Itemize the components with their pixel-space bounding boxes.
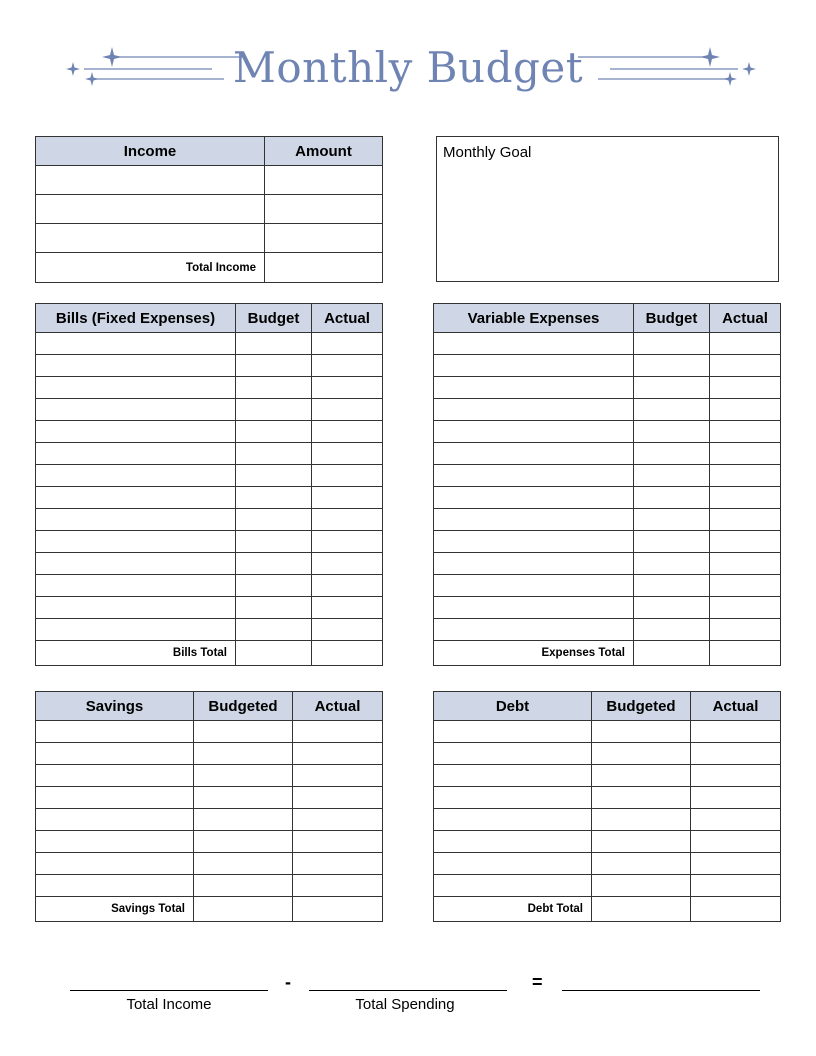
variable-entry-cell[interactable] [634, 465, 710, 487]
variable-entry-cell[interactable] [710, 377, 781, 399]
bills-entry-cell[interactable] [236, 487, 312, 509]
variable-entry-cell[interactable] [434, 487, 634, 509]
right-sparkle-ornament [568, 38, 758, 98]
table-row [434, 399, 781, 421]
bills-entry-cell[interactable] [36, 333, 236, 355]
savings-header-cell: Actual [293, 692, 383, 721]
bills-entry-cell[interactable] [36, 531, 236, 553]
table-row [36, 721, 383, 743]
variable-entry-cell[interactable] [710, 575, 781, 597]
bills-total-cell[interactable] [236, 641, 312, 666]
savings-total-row [36, 897, 383, 922]
variable-total-cell[interactable] [710, 641, 781, 666]
bills-entry-cell[interactable] [236, 355, 312, 377]
bills-entry-cell[interactable] [312, 399, 383, 421]
table-row [36, 831, 383, 853]
income-total-cell[interactable] [265, 253, 383, 283]
bills-entry-cell[interactable] [36, 355, 236, 377]
bills-entry-cell[interactable] [36, 619, 236, 641]
table-row [36, 465, 383, 487]
savings-entry-cell[interactable] [194, 875, 293, 897]
variable-entry-cell[interactable] [434, 553, 634, 575]
income-entry-cell[interactable] [36, 224, 265, 253]
savings-entry-cell[interactable] [293, 787, 383, 809]
variable-total-label: Expenses Total [434, 641, 634, 666]
debt-entry-cell[interactable] [434, 875, 592, 897]
bills-total-cell[interactable] [312, 641, 383, 666]
total-spending-line[interactable] [309, 990, 507, 991]
bills-entry-cell[interactable] [236, 597, 312, 619]
variable-entry-cell[interactable] [634, 509, 710, 531]
variable-entry-cell[interactable] [710, 355, 781, 377]
bills-entry-cell[interactable] [36, 509, 236, 531]
bills-entry-cell[interactable] [236, 399, 312, 421]
debt-entry-cell[interactable] [592, 831, 691, 853]
variable-entry-cell[interactable] [710, 597, 781, 619]
variable-entry-cell[interactable] [434, 333, 634, 355]
debt-entry-cell[interactable] [592, 809, 691, 831]
debt-entry-cell[interactable] [691, 765, 781, 787]
bills-entry-cell[interactable] [312, 377, 383, 399]
variable-entry-cell[interactable] [434, 355, 634, 377]
debt-entry-cell[interactable] [592, 787, 691, 809]
debt-entry-cell[interactable] [691, 743, 781, 765]
debt-entry-cell[interactable] [691, 787, 781, 809]
bills-entry-cell[interactable] [36, 575, 236, 597]
income-header-row [36, 137, 383, 166]
savings-entry-cell[interactable] [293, 853, 383, 875]
savings-entry-cell[interactable] [36, 787, 194, 809]
bills-entry-cell[interactable] [312, 553, 383, 575]
bills-total-row [36, 641, 383, 666]
table-row [36, 166, 383, 195]
table-row [434, 531, 781, 553]
variable-expenses-table [433, 303, 781, 666]
bills-entry-cell[interactable] [36, 553, 236, 575]
variable-entry-cell[interactable] [710, 553, 781, 575]
debt-entry-cell[interactable] [592, 875, 691, 897]
bills-entry-cell[interactable] [312, 465, 383, 487]
minus-sign: - [285, 972, 291, 992]
debt-entry-cell[interactable] [434, 765, 592, 787]
table-row [434, 421, 781, 443]
debt-entry-cell[interactable] [434, 853, 592, 875]
income-entry-cell[interactable] [265, 166, 383, 195]
debt-entry-cell[interactable] [592, 721, 691, 743]
table-row [434, 743, 781, 765]
income-entry-cell[interactable] [36, 195, 265, 224]
bills-total-label: Bills Total [36, 641, 236, 666]
variable-entry-cell[interactable] [434, 421, 634, 443]
savings-entry-cell[interactable] [293, 875, 383, 897]
variable-entry-cell[interactable] [634, 575, 710, 597]
savings-entry-cell[interactable] [293, 809, 383, 831]
savings-entry-cell[interactable] [194, 853, 293, 875]
savings-entry-cell[interactable] [36, 809, 194, 831]
bills-entry-cell[interactable] [36, 399, 236, 421]
bills-entry-cell[interactable] [36, 597, 236, 619]
variable-entry-cell[interactable] [710, 531, 781, 553]
debt-entry-cell[interactable] [691, 875, 781, 897]
table-row [36, 743, 383, 765]
savings-total-cell[interactable] [293, 897, 383, 922]
variable-entry-cell[interactable] [710, 465, 781, 487]
debt-entry-cell[interactable] [434, 787, 592, 809]
variable-entry-cell[interactable] [434, 377, 634, 399]
table-row [434, 377, 781, 399]
table-row [434, 875, 781, 897]
bills-header-cell: Budget [236, 304, 312, 333]
savings-entry-cell[interactable] [36, 743, 194, 765]
table-row [434, 853, 781, 875]
bills-entry-cell[interactable] [36, 421, 236, 443]
savings-total-cell[interactable] [194, 897, 293, 922]
bills-entry-cell[interactable] [236, 443, 312, 465]
table-row [36, 509, 383, 531]
savings-table [35, 691, 383, 922]
variable-entry-cell[interactable] [634, 443, 710, 465]
variable-entry-cell[interactable] [434, 399, 634, 421]
bills-entry-cell[interactable] [236, 575, 312, 597]
bills-entry-cell[interactable] [236, 509, 312, 531]
debt-header-cell: Actual [691, 692, 781, 721]
page-header [0, 38, 816, 98]
page-title: Monthly Budget [232, 43, 584, 92]
savings-entry-cell[interactable] [36, 875, 194, 897]
bills-entry-cell[interactable] [312, 355, 383, 377]
bills-header-row [36, 304, 383, 333]
bills-entry-cell[interactable] [312, 421, 383, 443]
debt-entry-cell[interactable] [434, 743, 592, 765]
bills-entry-cell[interactable] [236, 553, 312, 575]
table-row [434, 575, 781, 597]
debt-entry-cell[interactable] [592, 853, 691, 875]
income-table [35, 136, 383, 283]
variable-entry-cell[interactable] [710, 333, 781, 355]
bills-entry-cell[interactable] [236, 465, 312, 487]
debt-entry-cell[interactable] [691, 721, 781, 743]
variable-entry-cell[interactable] [634, 421, 710, 443]
variable-entry-cell[interactable] [434, 619, 634, 641]
bills-entry-cell[interactable] [236, 377, 312, 399]
variable-entry-cell[interactable] [634, 377, 710, 399]
variable-entry-cell[interactable] [634, 487, 710, 509]
variable-entry-cell[interactable] [434, 509, 634, 531]
income-header-cell: Amount [265, 137, 383, 166]
savings-header-cell: Budgeted [194, 692, 293, 721]
variable-header-row [434, 304, 781, 333]
variable-entry-cell[interactable] [710, 487, 781, 509]
table-row [36, 355, 383, 377]
table-row [36, 421, 383, 443]
table-row [36, 809, 383, 831]
debt-header-cell: Budgeted [592, 692, 691, 721]
variable-entry-cell[interactable] [710, 421, 781, 443]
income-entry-cell[interactable] [265, 195, 383, 224]
table-row [434, 721, 781, 743]
bills-entry-cell[interactable] [312, 443, 383, 465]
variable-entry-cell[interactable] [434, 443, 634, 465]
bills-entry-cell[interactable] [36, 443, 236, 465]
savings-header-row [36, 692, 383, 721]
debt-total-row [434, 897, 781, 922]
variable-total-row [434, 641, 781, 666]
total-income-caption: Total Income [126, 996, 212, 1013]
debt-table [433, 691, 781, 922]
bills-table [35, 303, 383, 666]
bills-entry-cell[interactable] [312, 333, 383, 355]
table-row [36, 853, 383, 875]
debt-entry-cell[interactable] [592, 743, 691, 765]
income-entry-cell[interactable] [36, 166, 265, 195]
savings-entry-cell[interactable] [194, 721, 293, 743]
table-row [36, 575, 383, 597]
savings-entry-cell[interactable] [194, 787, 293, 809]
table-row [36, 765, 383, 787]
variable-entry-cell[interactable] [710, 619, 781, 641]
savings-total-label: Savings Total [36, 897, 194, 922]
table-row [434, 619, 781, 641]
table-row [434, 809, 781, 831]
savings-entry-cell[interactable] [293, 765, 383, 787]
debt-entry-cell[interactable] [434, 809, 592, 831]
variable-header-cell: Variable Expenses [434, 304, 634, 333]
table-row [434, 553, 781, 575]
table-row [434, 765, 781, 787]
variable-entry-cell[interactable] [634, 553, 710, 575]
savings-entry-cell[interactable] [293, 831, 383, 853]
table-row [36, 787, 383, 809]
debt-entry-cell[interactable] [434, 721, 592, 743]
variable-header-cell: Budget [634, 304, 710, 333]
table-row [434, 443, 781, 465]
income-entry-cell[interactable] [265, 224, 383, 253]
total-spending-caption: Total Spending [355, 996, 455, 1013]
debt-total-cell[interactable] [592, 897, 691, 922]
bills-entry-cell[interactable] [236, 619, 312, 641]
savings-entry-cell[interactable] [194, 809, 293, 831]
debt-total-label: Debt Total [434, 897, 592, 922]
savings-entry-cell[interactable] [293, 743, 383, 765]
debt-entry-cell[interactable] [691, 853, 781, 875]
debt-entry-cell[interactable] [592, 765, 691, 787]
variable-entry-cell[interactable] [710, 509, 781, 531]
bills-entry-cell[interactable] [36, 377, 236, 399]
income-header-cell: Income [36, 137, 265, 166]
bills-entry-cell[interactable] [36, 465, 236, 487]
total-income-line[interactable] [70, 990, 268, 991]
savings-entry-cell[interactable] [36, 853, 194, 875]
bills-entry-cell[interactable] [312, 619, 383, 641]
table-row [36, 333, 383, 355]
monthly-goal-label: Monthly Goal [443, 144, 532, 161]
savings-entry-cell[interactable] [36, 831, 194, 853]
table-row [36, 553, 383, 575]
savings-entry-cell[interactable] [36, 765, 194, 787]
result-line[interactable] [562, 990, 760, 991]
debt-entry-cell[interactable] [691, 809, 781, 831]
table-row [36, 399, 383, 421]
variable-total-cell[interactable] [634, 641, 710, 666]
bills-entry-cell[interactable] [312, 575, 383, 597]
bills-entry-cell[interactable] [312, 509, 383, 531]
debt-header-row [434, 692, 781, 721]
variable-entry-cell[interactable] [434, 575, 634, 597]
table-row [36, 597, 383, 619]
table-row [36, 195, 383, 224]
savings-entry-cell[interactable] [194, 743, 293, 765]
monthly-goal-box[interactable] [436, 136, 779, 282]
debt-entry-cell[interactable] [434, 831, 592, 853]
table-row [434, 831, 781, 853]
bills-entry-cell[interactable] [312, 487, 383, 509]
bills-entry-cell[interactable] [312, 531, 383, 553]
table-row [434, 509, 781, 531]
table-row [36, 443, 383, 465]
savings-entry-cell[interactable] [36, 721, 194, 743]
bills-entry-cell[interactable] [236, 531, 312, 553]
table-row [36, 487, 383, 509]
income-total-row [36, 253, 383, 283]
table-row [36, 619, 383, 641]
savings-entry-cell[interactable] [194, 831, 293, 853]
income-total-label: Total Income [36, 253, 265, 283]
savings-entry-cell[interactable] [194, 765, 293, 787]
bills-header-cell: Actual [312, 304, 383, 333]
debt-entry-cell[interactable] [691, 831, 781, 853]
variable-entry-cell[interactable] [710, 399, 781, 421]
table-row [434, 487, 781, 509]
table-row [434, 355, 781, 377]
bills-header-cell: Bills (Fixed Expenses) [36, 304, 236, 333]
debt-header-cell: Debt [434, 692, 592, 721]
table-row [434, 333, 781, 355]
table-row [434, 597, 781, 619]
bills-entry-cell[interactable] [236, 333, 312, 355]
variable-entry-cell[interactable] [434, 531, 634, 553]
variable-entry-cell[interactable] [710, 443, 781, 465]
variable-entry-cell[interactable] [634, 619, 710, 641]
variable-entry-cell[interactable] [634, 355, 710, 377]
equals-sign: = [532, 972, 543, 992]
variable-header-cell: Actual [710, 304, 781, 333]
table-row [434, 787, 781, 809]
variable-entry-cell[interactable] [434, 465, 634, 487]
bills-entry-cell[interactable] [36, 487, 236, 509]
savings-entry-cell[interactable] [293, 721, 383, 743]
table-row [36, 224, 383, 253]
table-row [36, 875, 383, 897]
variable-entry-cell[interactable] [634, 597, 710, 619]
table-row [36, 377, 383, 399]
table-row [36, 531, 383, 553]
savings-header-cell: Savings [36, 692, 194, 721]
variable-entry-cell[interactable] [434, 597, 634, 619]
variable-entry-cell[interactable] [634, 531, 710, 553]
variable-entry-cell[interactable] [634, 333, 710, 355]
debt-total-cell[interactable] [691, 897, 781, 922]
bills-entry-cell[interactable] [312, 597, 383, 619]
bills-entry-cell[interactable] [236, 421, 312, 443]
variable-entry-cell[interactable] [634, 399, 710, 421]
table-row [434, 465, 781, 487]
